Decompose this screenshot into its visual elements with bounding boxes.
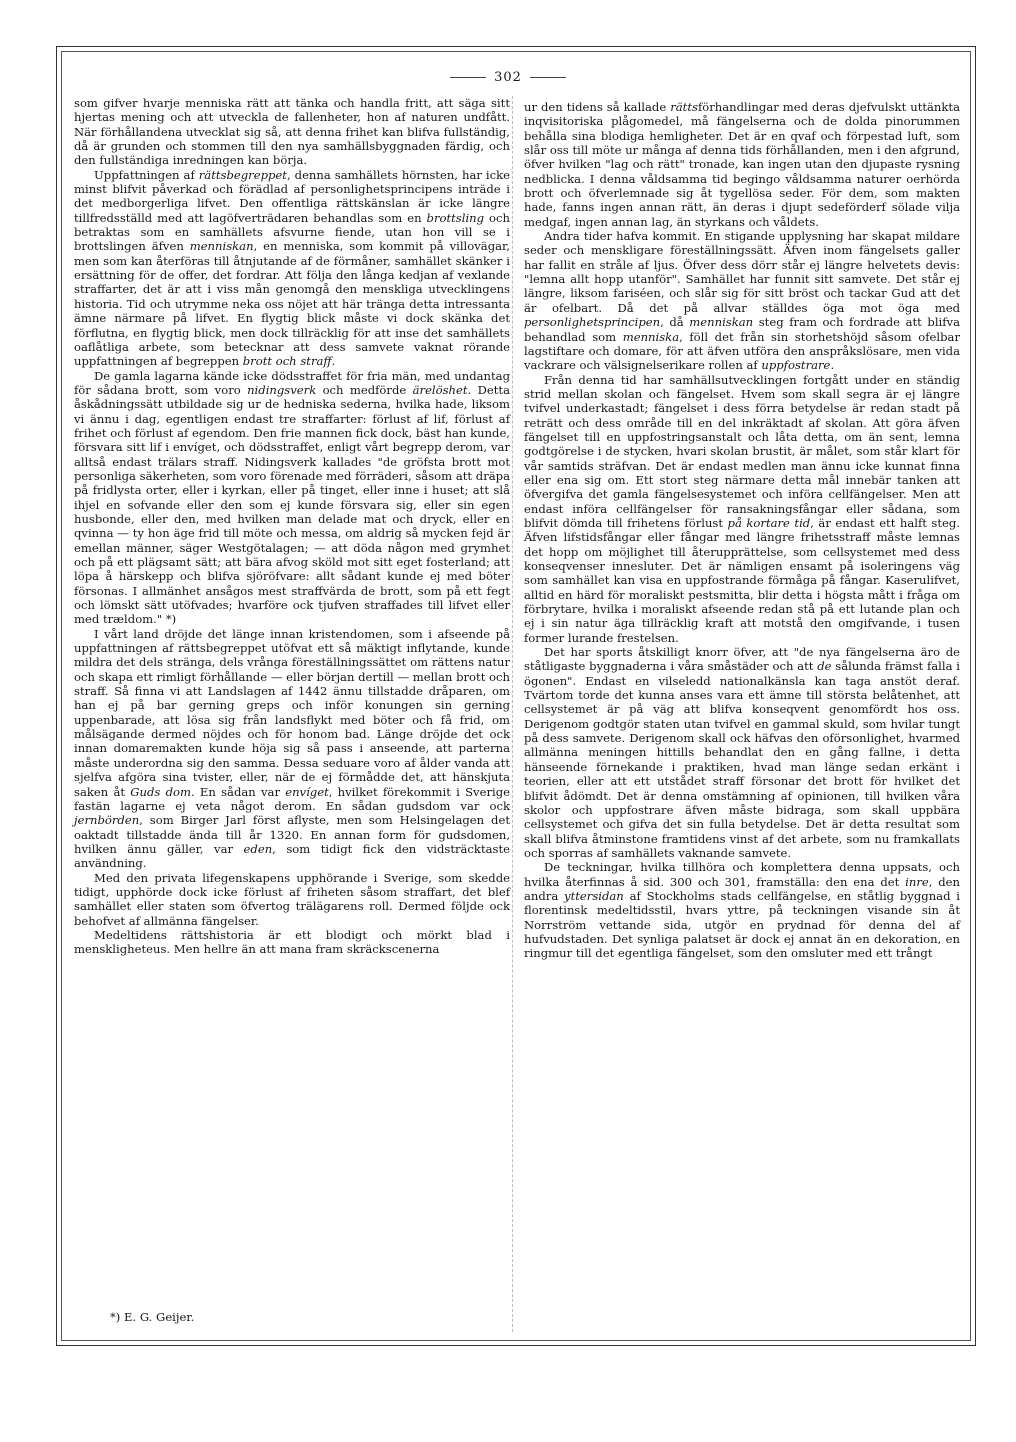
paragraph: ur den tidens så kallade rättsförhandlingar med deras djefvulskt uttänkta inqvisitoriska plågomedel, må fängelserna och de dolda pinorummen behålla sina blodiga hemligheter. Det är en qvaf och förpestad luft, som slår oss till möte ur många af denna tids förhållanden, men i den afgrund, öfver hvilken "lag och rätt" tronade, kan ingen utan den djupaste rysning nedblicka. I denna våldsamma tid begingo våldsamma naturer oerhörda brott och öfverlemnade sig åt tygellösa seder. För dem, som makten hade, fanns ingen annan rätt, än deras i djupt sedeförderf sölade vilja medgaf, ingen annan lag, än styrkans och våldets. (524, 100, 960, 229)
paragraph: Det har sports åtskilligt knorr öfver, att "de nya fängelserna äro de ståtligaste byggnaderna i våra småstäder och att de sålunda främst falla i ögonen". Endast en vilseledd nationalkänsla kan taga anstöt deraf. Tvärtom torde det kunna anses vara ett ämne till största belåtenhet, att cellsystemet är på väg att blifva konseqvent genomfördt hos oss. Derigenom godtgör staten utan tvifvel en gammal skuld, som hvilar tungt på dess samvete. Derigenom skall ock häfvas den oförsonlighet, hvarmed allmänna meningen hittills behandlat den en gång fallne, i detta hänseende förnekande i praktiken, hvad man länge sedan erkänt i teorien, eller att ett utstådet straff försonar det brott för hvilket det blifvit ådömdt. Det är denna omstämning af opinionen, till hvilken våra skolor och uppfostrare äfven måste bidraga, som skall uppbära cellsystemet och gifva det sin fulla betydelse. Det är detta resultat som skall blifva åtminstone framtidens vinst af det arbete, som nu framkallats och sporras af samhällets vaknande samvete. (524, 645, 960, 860)
footnote: *) E. G. Geijer. (110, 1310, 195, 1324)
paragraph: Från denna tid har samhällsutvecklingen fortgått under en ständig strid mellan skolan och fängelset. Hvem som skall segra är ej längre tvifvel underkastadt; fängelset i dess förra betydelse är redan stadt på reträtt och dess område till en del inkräktadt af skolan. Att göra äfven fängelset till en uppfostringsanstalt och låta detta, om än sent, lemna godtgörelse i de stycken, hvari skolan brustit, är målet, som står klart för vår samtids sträfvan. Det är endast medlen man ännu icke kunnat finna eller ena sig om. Ett stort steg närmare detta mål innebär tanken att öfvergifva det gamla fängelsesystemet och införa cellfängelser. Men att endast införa cellfängelser för ransakningsfångar eller sådana, som blifvit dömda till frihetens förlust på kortare tid, är endast ett halft steg. Äfven lifstidsfångar eller fångar med längre frihetsstraff måste lemnas det hopp om möjlighet till återupprättelse, som cellsystemet med dess konseqvenser innesluter. Det är nämligen ensamt på isoleringens väg som samhället kan visa en uppfostrande förmåga på fångar. Kaserulifvet, alltid en härd för moraliskt pestsmitta, blir detta i högsta mått i fråga om förbrytare, hvilka i moraliskt afseende redan stå på ett lutande plan och ej i sin natur äga tillräcklig kraft att motstå den omgifvande, i tusen former lurande frestelsen. (524, 372, 961, 645)
paragraph: Med den privata lifegenskapens upphörande i Sverige, som skedde tidigt, upphörde dock icke förlust af friheten såsom straffart, det blef samhället eller staten som öfvertog trälägarens roll. Dermed följde ock behofvet af allmänna fängelser. (74, 870, 510, 928)
page-number (0, 70, 1016, 85)
paragraph: Uppfattningen af rättsbegreppet, denna samhällets hörnsten, har icke minst blifvit påverkad och förädlad af personlighetsprincipens inträde i det medborgerliga lifvet. Den offentliga rättskänslan är icke längre tillfredsställd med att lagöfverträdaren behandlas som en brottsling och betraktas som en samhällets afsvurne fiende, utan hon vill se i brottslingen äfven menniskan, en menniska, som kommit på villovägar, men som kan återföras till åtnjutande af de förmåner, samhället skänker i ersättning för de offer, det fordrar. Att följa den långa kedjan af vexlande straffarter, det är att i viss mån genomgå den menskliga utvecklingens historia. Tid och utrymme neka oss nöjet att här tränga detta intressanta ämne närmare på lifvet. En flygtig blick måste vi dock skänka det förflutna, en flygtig blick, men dock tillräcklig för att inse det samhällets oaflåtliga arbete, som betecknar att dess samvete vaknat rörande uppfattningen af begreppen brott och straff. (74, 167, 510, 369)
paragraph: I vårt land dröjde det länge innan kristendomen, som i afseende på uppfattningen af rättsbegreppet utöfvat ett så mäktigt inflytande, kunde mildra det dels stränga, dels vrånga föreställningssättet om rättens natur och skapa ett rimligt förhållande — eller början dertill — mellan brott och straff. Så finna vi att Landslagen af 1442 ännu tillstadde dråparen, om han ej på bar gerning greps och inför konungen sin gerning uppenbarade, att lösa sig från landsflykt med böter och få frid, om målsägande dermed nöjdes och för honom bad. Länge dröjde det ock innan domaremakten kunde höja sig så pass i anseende, att parterna måste underordna sig den samma. Dessa seduare voro af ålder vanda att sjelfva afgöra sina tvister, eller, när de ej förmådde det, att hänskjuta saken åt Guds dom. En sådan var envíget, hvilket förekommit i Sverige fastän lagarne ej veta något derom. En sådan gudsdom var ock jernbörden, som Birger Jarl först aflyste, men som Helsingelagen det oaktadt tillstadde ända till år 1320. En annan form för gudsdomen, hvilken ännu gäller, var eden, som tidigt fick den vidsträcktaste användning. (74, 626, 510, 871)
paragraph: Andra tider hafva kommit. En stigande upplysning har skapat mildare seder och menskligare föreställningssätt. Äfven inom fängelsets galler har fallit en stråle af ljus. Öfver dess dörr står ej längre helvetets devis: "lemna allt hopp utanför". Samhället har funnit sitt samvete. Det står ej längre, liksom fariséen, och slår sig för sitt bröst och tackar Gud att det är ofelbart. Då det på allvar ställdes öga mot öga med personlighetsprincipen, då menniskan steg fram och fordrade att blifva behandlad som menniska, föll det från sin storhetshöjd såsom ofelbar lagstiftare och domare, för att äfven utföra den anspråkslösare, men vida vackrare och välsignelserikare rollen af uppfostrare. (524, 229, 960, 373)
page-number-text: 302 (494, 70, 522, 85)
paragraph: De teckningar, hvilka tillhöra och komplettera denna uppsats, och hvilka återfinnas å sid. 300 och 301, framställa: den ena det inre, den andra yttersidan af Stockholms stads cellfängelse, en ståtlig byggnad i florentinsk medeltidsstil, hvars yttre, på teckningen visande sin åt Norrström vettande sida, utgör en prydnad för denna del af hufvudstaden. Det synliga palatset är dock ej annat än en dekoration, en ringmur till det egentliga fängelset, som den omsluter med ett trångt (524, 860, 960, 961)
right-column (524, 100, 960, 961)
left-column (74, 96, 510, 957)
column-divider (512, 96, 513, 1332)
paragraph: Medeltidens rättshistoria är ett blodigt och mörkt blad i menskligheteus. Men hellre än att mana fram skräckscenerna (74, 927, 510, 957)
paragraph: De gamla lagarna kände icke dödsstraffet för fria män, med undantag för sådana brott, som voro nidingsverk och medförde ärelöshet. Detta åskådningssätt utbildade sig ur de hedniska sederna, hvilka hade, liksom vi ännu i dag, egentligen endast tre straffarter: förlust af lif, förlust af frihet och förlust af egendom. Den frie mannen fick dock, bäst han kunde, försvara sitt lif i envíget, och dödsstraffet, enligt vårt begrepp derom, var alltså endast trälars straff. Nidingsverk kallades "de gröfsta brott mot personliga säkerheten, som voro förenade med förräderi, såsom att dräpa på fridlysta orter, eller i kyrkan, eller på tinget, eller inne i huset; att slå ihjel en sofvande eller den som ej kunde försvara sig, eller sin egen husbonde, eller den, med hvilken man delade mat och dryck, eller en qvinna — ty hon äge frid till möte och messa, om aldrig så mycken fejd är emellan männer, säger Westgötalagen; — att döda någon med grymhet och på ett plägsamt sätt; att bära afvog sköld mot sitt eget fosterland; att löpa å härskepp och blifva sjöröfvare: allt sådant kunde ej med böter försonas. I allmänhet ansågos mest straffvärda de brott, som på ett fegt och lömskt sätt utöfvades; hvarföre ock tjufven straffades till lifvet eller med trældom." *) (74, 368, 510, 627)
paragraph: som gifver hvarje menniska rätt att tänka och handla fritt, att säga sitt hjertas mening och att utveckla de fallenheter, hon af naturen undfått. När förhållandena utvecklat sig så, att denna frihet kan blifva fullständig, då är grunden och stommen till den nya samhällsbyggnaden färdig, och den fullständiga inredningen kan börja. (74, 96, 510, 168)
